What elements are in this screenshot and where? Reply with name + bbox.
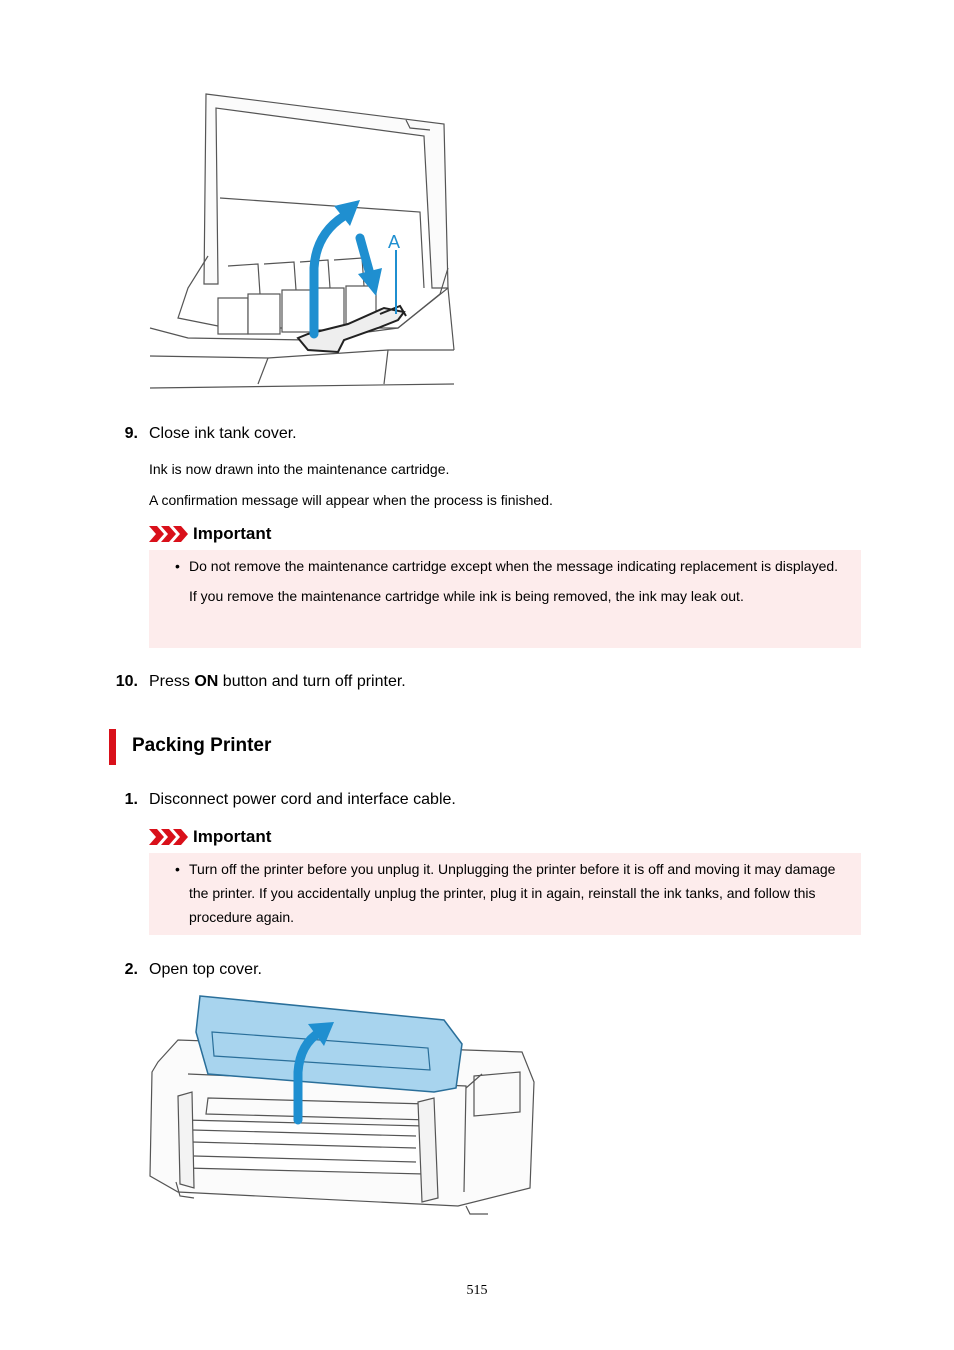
section-accent-bar (109, 729, 116, 765)
important-1-note: If you remove the maintenance cartridge while ink is being removed, the ink may leak out. (189, 588, 744, 604)
pack-step-2-text: Open top cover. (149, 961, 262, 978)
printer-top-cover-illustration (148, 992, 536, 1220)
important-title-1: Important (193, 524, 272, 543)
step-10-on-label: ON (194, 673, 219, 690)
step-10-pre: Press (149, 673, 195, 690)
important-box-2 (149, 853, 861, 935)
important-1-bullet: • Do not remove the maintenance cartridge except when the message indicating replacement is displayed. (189, 554, 845, 578)
step-9-text: Close ink tank cover. (149, 425, 297, 442)
step-9-paragraph-1: Ink is now drawn into the maintenance cartridge. (149, 461, 450, 477)
step-10-number: 10. (115, 673, 138, 690)
important-heading-2 (149, 827, 271, 847)
label-a: A (388, 232, 401, 252)
pack-step-2-number: 2. (124, 961, 138, 978)
step-9-paragraph-2: A confirmation message will appear when the process is finished. (149, 492, 553, 508)
important-chevron-icon (149, 525, 189, 543)
pack-step-1-text: Disconnect power cord and interface cable. (149, 791, 456, 808)
important-title-2: Important (193, 827, 272, 846)
important-chevron-icon (149, 828, 189, 846)
page-number: 515 (466, 1283, 488, 1298)
step-9-number: 9. (124, 425, 138, 442)
important-box-1 (149, 550, 861, 648)
ink-tank-illustration (148, 88, 460, 390)
important-2-bullet: • Turn off the printer before you unplug it. Unplugging the printer before it is off and moving it may damage the printer. If you accidentally unplug the printer, plug it in again, reinstall the ink tanks, and follow this procedure again. (189, 857, 845, 929)
section-title: Packing Printer (132, 735, 272, 756)
step-10-text (149, 673, 406, 691)
important-heading-1 (149, 524, 271, 544)
step-10-post: button and turn off printer. (218, 673, 406, 690)
pack-step-1-number: 1. (124, 791, 138, 808)
